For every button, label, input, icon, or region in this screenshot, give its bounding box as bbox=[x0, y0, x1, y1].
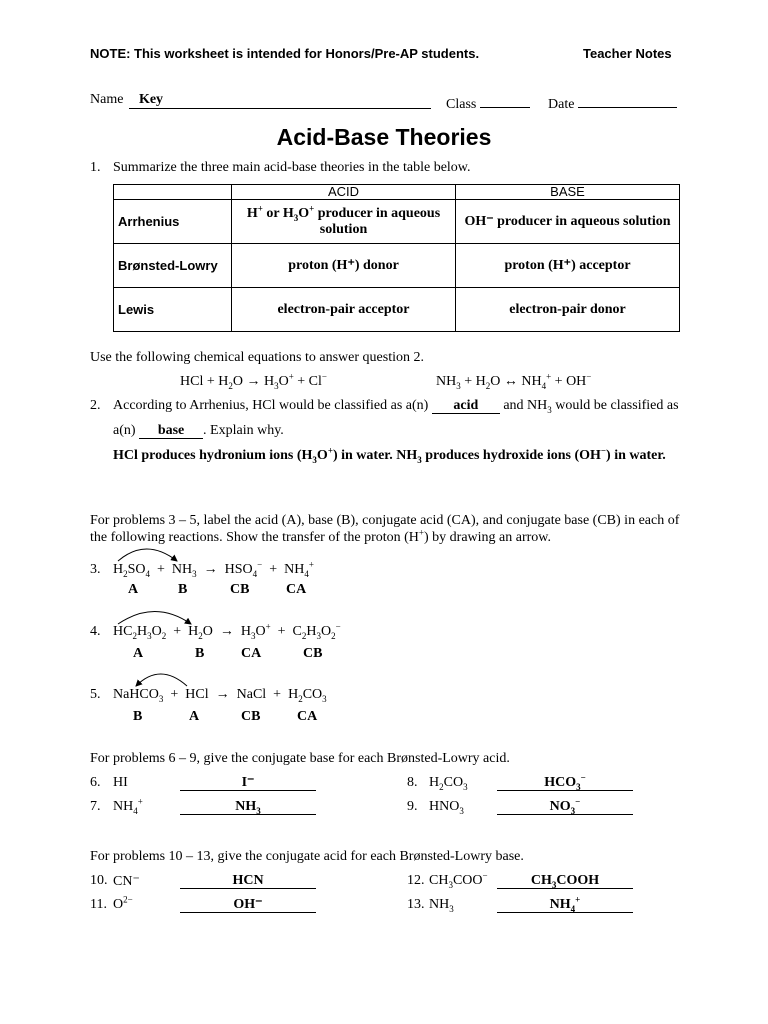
theory-bronsted-lowry: Brønsted-Lowry bbox=[114, 244, 232, 288]
p12-answer[interactable]: $CH_3COOH$ bbox=[497, 873, 633, 889]
q2-blank-acid[interactable]: acid bbox=[432, 398, 500, 414]
q2-line1: According to Arrhenius, HCl would be classified as a(n) acid and $NH_3$ would be classified as bbox=[113, 398, 679, 415]
arrhenius-base: OH⁻ producer in aqueous solution bbox=[456, 200, 680, 244]
teacher-notes-label: Teacher Notes bbox=[583, 46, 672, 61]
p6-answer[interactable]: I⁻ bbox=[180, 775, 316, 791]
p8-formula: $H_2CO_3$ bbox=[429, 775, 468, 792]
q1-text: Summarize the three main acid-base theories in the table below. bbox=[113, 160, 471, 175]
p3-label: CB bbox=[230, 582, 250, 597]
name-label: Name bbox=[90, 92, 124, 107]
date-label: Date bbox=[548, 97, 575, 112]
p9-number: 9. bbox=[407, 799, 418, 814]
equation-nh3: $NH_3 + H_2O$ ↔ $NH_4^+ + OH^-$ bbox=[436, 371, 592, 391]
p4-number: 4. bbox=[90, 624, 101, 639]
q1-number: 1. bbox=[90, 160, 101, 175]
p10-number: 10. bbox=[90, 873, 108, 888]
equation-hcl: HCl + $H_2O \to H_3O^+ + Cl^-$ bbox=[180, 371, 327, 391]
worksheet-note: NOTE: This worksheet is intended for Honors/Pre-AP students. bbox=[90, 46, 480, 61]
lewis-base: electron-pair donor bbox=[456, 288, 680, 332]
p3-number: 3. bbox=[90, 562, 101, 577]
class-label: Class bbox=[446, 97, 477, 112]
ca-intro: For problems 10 – 13, give the conjugate acid for each Brønsted-Lowry base. bbox=[90, 849, 524, 864]
bronsted-acid: proton (H⁺) donor bbox=[232, 244, 456, 288]
p13-answer[interactable]: $NH_4^+$ bbox=[497, 897, 633, 913]
p7-formula: $NH_4^+$ bbox=[113, 796, 143, 816]
q2-number: 2. bbox=[90, 398, 101, 413]
arrow-p4 bbox=[118, 612, 191, 625]
conj-intro-line2: the following reactions. Show the transfer of the proton (H+) by drawing an arrow. bbox=[90, 527, 551, 545]
q2-blank-base[interactable]: base bbox=[139, 423, 203, 439]
p4-label: CA bbox=[241, 646, 262, 661]
p4-label: CB bbox=[303, 646, 323, 661]
p3-label: CA bbox=[286, 582, 307, 597]
page-title: Acid-Base Theories bbox=[276, 124, 492, 150]
p5-number: 5. bbox=[90, 687, 101, 702]
q2-line2: a(n) base . Explain why. bbox=[113, 423, 284, 438]
lewis-acid: electron-pair acceptor bbox=[232, 288, 456, 332]
theory-lewis: Lewis bbox=[114, 288, 232, 332]
q2-answer: HCl produces hydronium ions $(H_3O^+)$ in water. $NH_3$ produces hydroxide ions (OH−) in water. bbox=[113, 445, 666, 465]
p4-label: A bbox=[133, 646, 144, 661]
p4-equation: $HC_2H_3O_2 + H_2O \to H_3O^+ + C_2H_3O_2^-$ bbox=[113, 621, 341, 641]
p10-answer[interactable]: HCN bbox=[180, 873, 316, 889]
p10-formula: CN⁻ bbox=[113, 874, 140, 889]
p11-number: 11. bbox=[90, 897, 107, 912]
p5-label: CB bbox=[241, 709, 261, 724]
theory-arrhenius: Arrhenius bbox=[114, 200, 232, 244]
p5-label: CA bbox=[297, 709, 318, 724]
name-field[interactable]: Key bbox=[129, 92, 431, 109]
p11-formula: $O^{2-}$ bbox=[113, 894, 133, 912]
p5-label: B bbox=[133, 709, 143, 724]
table-header-acid: ACID bbox=[232, 185, 456, 200]
p12-number: 12. bbox=[407, 873, 425, 888]
p3-equation: $H_2SO_4 + NH_3 \to HSO_4^- + NH_4^+$ bbox=[113, 559, 314, 579]
p7-number: 7. bbox=[90, 799, 101, 814]
p6-number: 6. bbox=[90, 775, 101, 790]
p7-answer[interactable]: $NH_3$ bbox=[180, 799, 316, 815]
p8-answer[interactable]: $HCO_3^-$ bbox=[497, 775, 633, 791]
p8-number: 8. bbox=[407, 775, 418, 790]
table-header-base: BASE bbox=[456, 185, 680, 200]
arrhenius-acid: H+ or $H_3O^+$ producer in aqueous solution bbox=[232, 200, 456, 244]
arrow-p3 bbox=[118, 549, 177, 561]
p12-formula: $CH_3COO^-$ bbox=[429, 870, 488, 890]
cb-intro: For problems 6 – 9, give the conjugate base for each Brønsted-Lowry acid. bbox=[90, 751, 510, 766]
p3-label: A bbox=[128, 582, 139, 597]
p5-label: A bbox=[189, 709, 200, 724]
p3-label: B bbox=[178, 582, 188, 597]
p11-answer[interactable]: OH⁻ bbox=[180, 897, 316, 913]
p13-number: 13. bbox=[407, 897, 425, 912]
p6-formula: HI bbox=[113, 775, 128, 790]
p5-equation: NaHCO$_3$ + HCl → NaCl + $H_2CO_3$ bbox=[113, 687, 327, 704]
arrow-p5 bbox=[136, 674, 187, 686]
p9-formula: $HNO_3$ bbox=[429, 799, 464, 816]
bronsted-base: proton (H⁺) acceptor bbox=[456, 244, 680, 288]
conj-intro-line1: For problems 3 – 5, label the acid (A), base (B), conjugate acid (CA), and conjugate base (CB) in each of bbox=[90, 513, 680, 528]
p4-label: B bbox=[195, 646, 205, 661]
p9-answer[interactable]: $NO_3^-$ bbox=[497, 799, 633, 815]
q2-intro: Use the following chemical equations to answer question 2. bbox=[90, 350, 424, 365]
p13-formula: $NH_3$ bbox=[429, 897, 454, 914]
